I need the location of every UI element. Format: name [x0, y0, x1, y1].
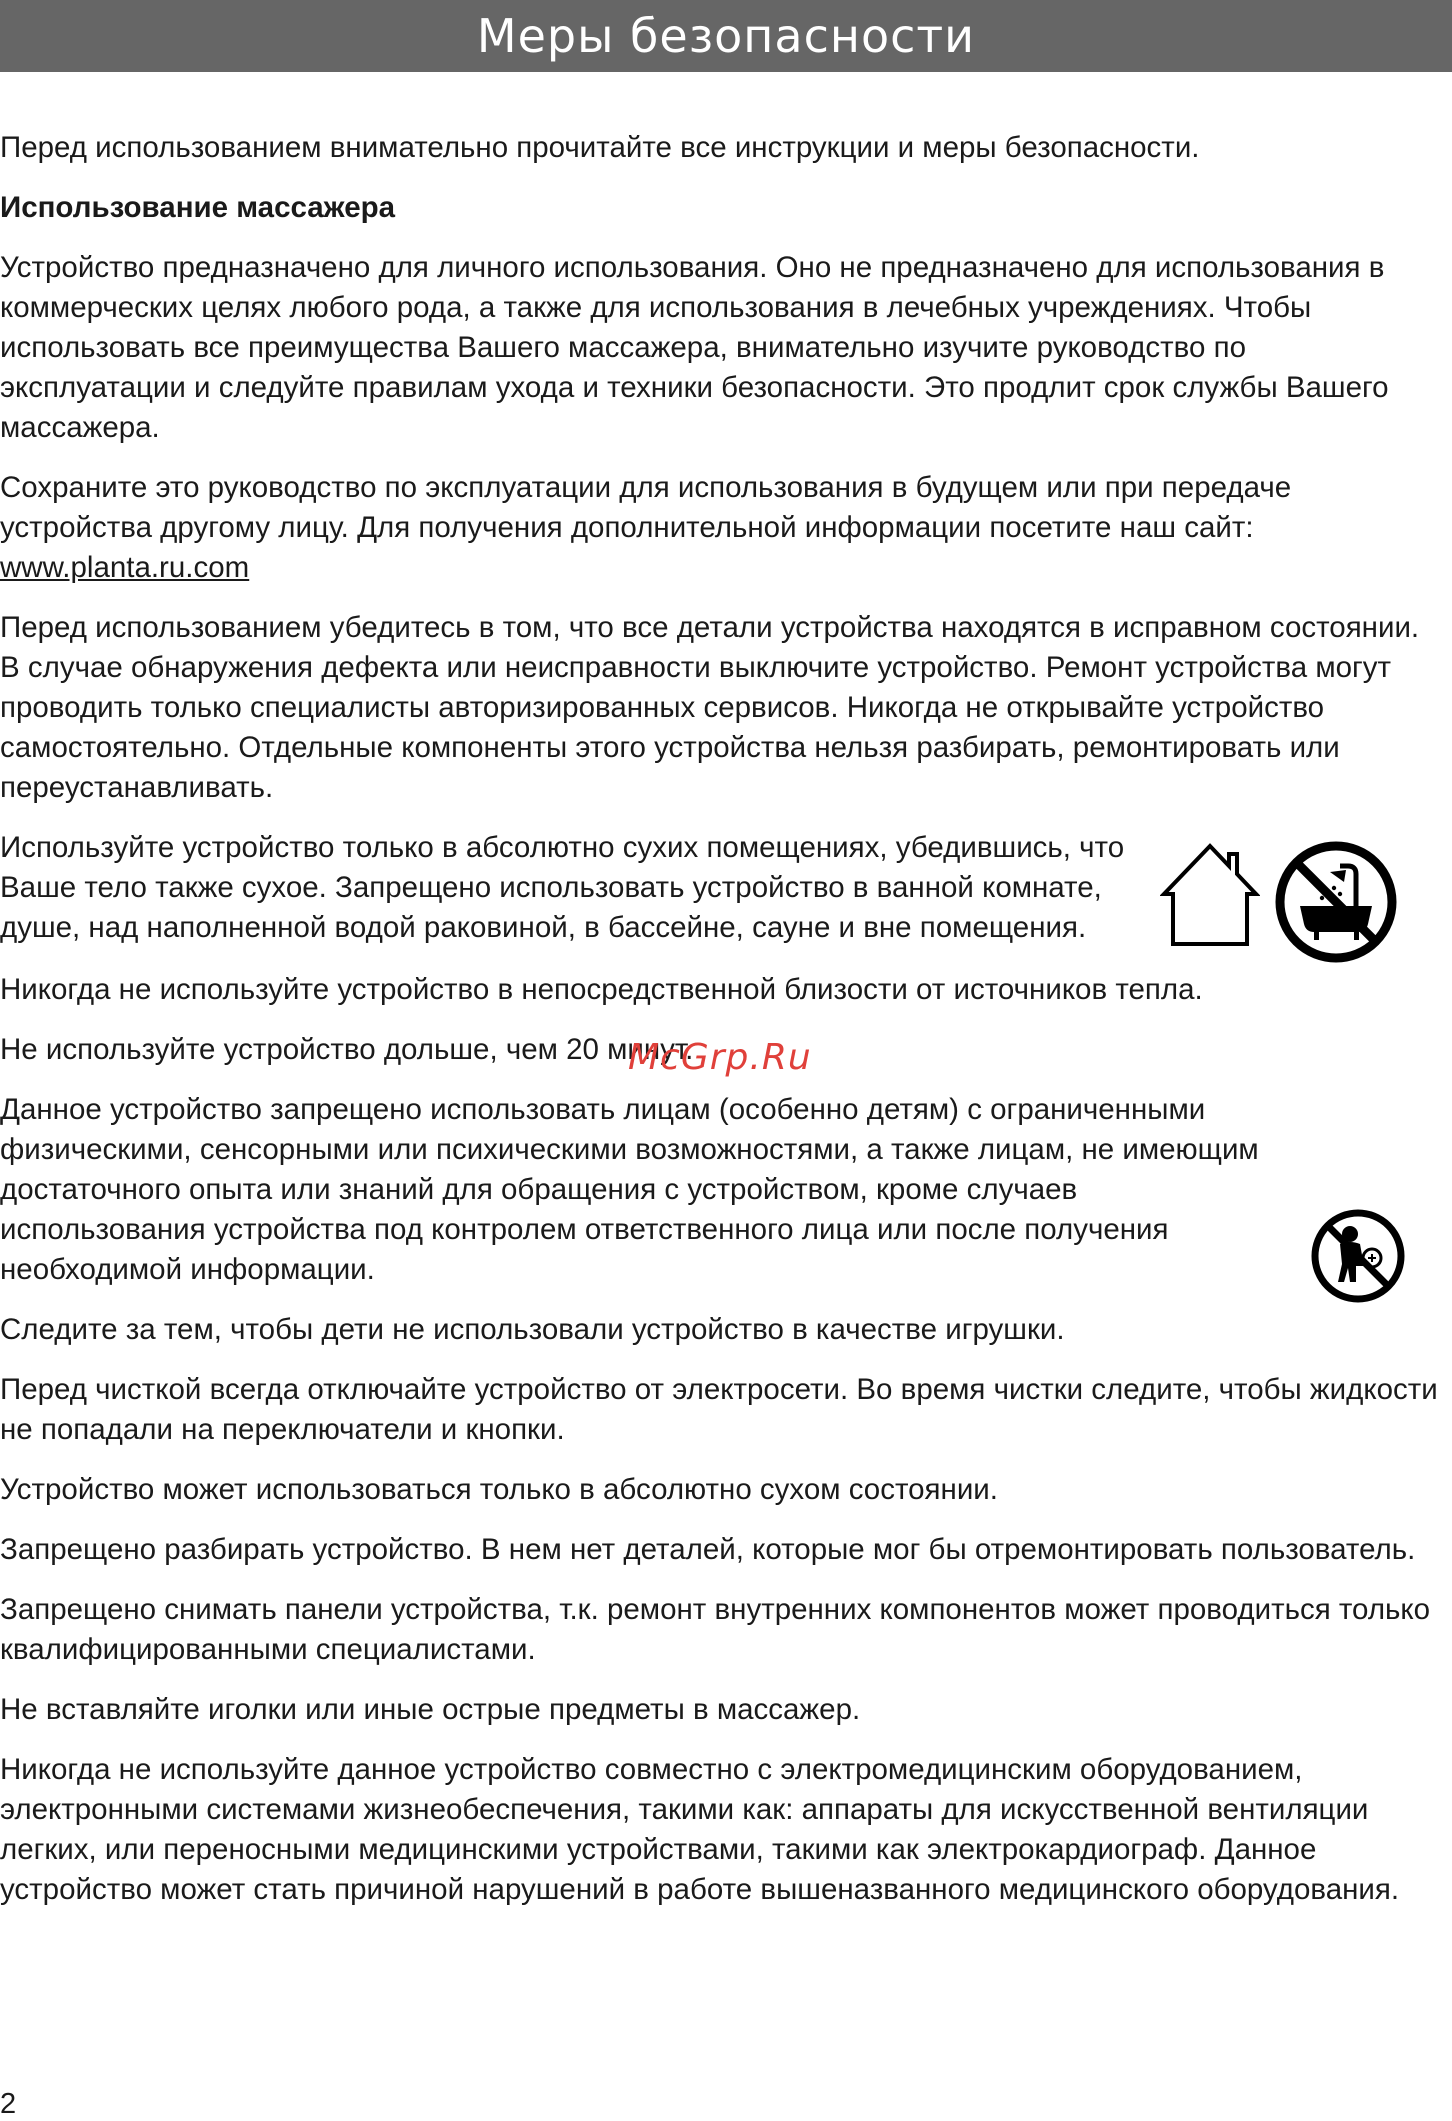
paragraph-keep-manual-text: Сохраните это руководство по эксплуатации для использования в будущем или при передаче устройства другому лицу. Для получения дополнительной информации посетите наш сайт:	[0, 471, 1292, 544]
document-body	[0, 128, 1440, 1930]
no-bath-shower-icon	[1274, 840, 1398, 964]
paragraph-dry-state: Устройство может использоваться только в абсолютно сухом состоянии.	[0, 1473, 998, 1506]
paragraph-no-disassembly: Запрещено разбирать устройство. В нем нет деталей, которые мог бы отремонтировать пользователь.	[0, 1533, 1416, 1566]
dry-rooms-icons	[1160, 840, 1398, 964]
paragraph-heat: Никогда не используйте устройство в непосредственной близости от источников тепла.	[0, 973, 1203, 1006]
no-children-icon	[1310, 1208, 1406, 1304]
website-link[interactable]: www.planta.ru.com	[0, 551, 250, 584]
no-children-icon-wrapper	[1310, 1208, 1406, 1315]
header-bar	[0, 0, 1452, 72]
page-number: 2	[0, 2088, 17, 2120]
paragraph-keep-manual	[0, 468, 1440, 588]
section-heading: Использование массажера	[0, 191, 396, 224]
paragraph-medical-equipment: Никогда не используйте данное устройство совместно с электромедицинским оборудованием, электронными системами жизнеобеспечения, такими как: аппараты для искусственной вентиляции легких, или переносными медицинскими устройствами, такими как электрокардиограф. Данное устройство может стать причиной нарушений в работе вышеназванного медицинского оборудования.	[0, 1753, 1400, 1906]
paragraph-children-toy: Следите за тем, чтобы дети не использовали устройство в качестве игрушки.	[0, 1313, 1065, 1346]
watermark: McGrp.Ru	[628, 1037, 812, 1078]
paragraph-cleaning: Перед чисткой всегда отключайте устройство от электросети. Во время чистки следите, чтобы жидкости не попадали на переключатели и кнопки.	[0, 1373, 1438, 1446]
paragraph-dry-rooms: Используйте устройство только в абсолютно сухих помещениях, убедившись, что Ваше тело также сухое. Запрещено использовать устройство в ванной комнате, душе, над наполненной водой раковиной, в бассейне, сауне и вне помещения.	[0, 831, 1125, 944]
intro-paragraph: Перед использованием внимательно прочитайте все инструкции и меры безопасности.	[0, 131, 1200, 164]
paragraph-purpose: Устройство предназначено для личного использования. Оно не предназначено для использования в коммерческих целях любого рода, а также для использования в лечебных учреждениях. Чтобы использовать все преимущества Вашего массажера, внимательно изучите руководство по эксплуатации и следуйте правилам ухода и техники безопасности. Это продлит срок службы Вашего массажера.	[0, 251, 1389, 444]
paragraph-check-parts: Перед использованием убедитесь в том, что все детали устройства находятся в исправном состоянии. В случае обнаружения дефекта или неисправности выключите устройство. Ремонт устройства могут проводить только специалисты авторизированных сервисов. Никогда не открывайте устройство самостоятельно. Отдельные компоненты этого устройства нельзя разбирать, ремонтировать или переустанавливать.	[0, 611, 1420, 804]
paragraph-restricted-persons: Данное устройство запрещено использовать лицам (особенно детям) с ограниченными физическими, сенсорными или психическими возможностями, а также лицам, не имеющим достаточного опыта или знаний для обращения с устройством, кроме случаев использования устройства под контролем ответственного лица или после получения необходимой информации.	[0, 1093, 1259, 1286]
paragraph-sharp-objects: Не вставляйте иголки или иные острые предметы в массажер.	[0, 1693, 861, 1726]
page-title: Меры безопасности	[476, 9, 976, 63]
house-icon	[1160, 840, 1260, 950]
paragraph-panels: Запрещено снимать панели устройства, т.к. ремонт внутренних компонентов может проводиться только квалифицированными специалистами.	[0, 1593, 1431, 1666]
paragraph-duration: Не используйте устройство дольше, чем 20 минут.	[0, 1033, 694, 1066]
